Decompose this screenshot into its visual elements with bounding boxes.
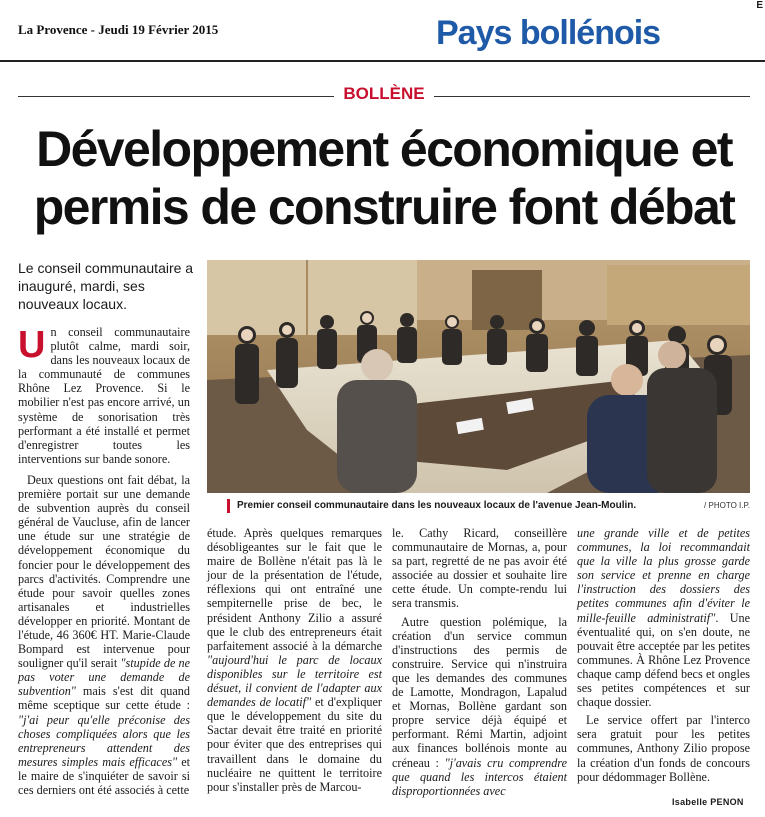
paragraph-text: n conseil communautaire plutôt calme, mardi soir, dans les nouveaux locaux de la communauté de communes Rhône Lez Provence. Si le mobilier n'est pas encore arrivé, un système de sonorisation très performant a été installé et permet d'enregistrer toutes les interventions sur bande sonore. (18, 325, 190, 466)
paragraph: le. Cathy Ricard, conseillère communautaire de Mornas, a, pour sa part, regretté de ne pas avoir été associée au dossier et souhaite lire cette étude. Un compte-rendu lui sera transmis. (392, 526, 567, 611)
paragraph-text: Deux questions ont fait débat, la première portait sur une demande de subvention auprès du conseil général de Vaucluse, afin de lancer une étude sur une stratégie de développement économique du foncier pour le développement des parcs d'activités. Comprendre une étude pour savoir quelles zones artisanales et industrielles développer en priorité. Montant de l'étude, 46 360€ HT. Marie-Claude Bompard est intervenue pour souligner qu'il serait (18, 472, 190, 671)
news-photo (207, 260, 750, 493)
quote: "stupide de ne pas voter une demande de subvention" (18, 656, 191, 699)
lede: Le conseil communautaire a inauguré, mardi, ses nouveaux locaux. (18, 260, 194, 312)
caption-text: Premier conseil communautaire dans les nouveaux locaux de l'avenue Jean-Moulin. (237, 500, 637, 511)
meeting-photo-illustration (207, 260, 750, 493)
paragraph (18, 325, 190, 466)
corner-mark: E (756, 0, 763, 11)
paragraph-text: et d'expliquer que le développement du site du Sactar devait être traité en priorité pour éviter que des entreprises qui travaillent dans le domaine du nucléaire ne quittent le territoire pour s'installer près de Marcou- (207, 695, 382, 794)
section-tag: BOLLÈNE (343, 84, 425, 103)
top-rule (0, 60, 765, 62)
headline (14, 120, 754, 236)
paragraph-text: mais s'est dit quand même sceptique sur cette étude : (18, 684, 190, 713)
column-2 (207, 526, 382, 794)
paragraph (207, 526, 382, 794)
column-4 (577, 526, 750, 784)
paragraph-text: . Une éventualité qui, on s'en doute, ne pouvait être acceptée par les petites communes. À Rhône Lez Provence chaque camp défend becs et ongles ses petites compétences et sur chaque dossier. (577, 610, 750, 710)
quote: "j'ai peur qu'elle préconise des choses compliquées alors que les entrepreneurs attendent des mesures simples mais efficaces" (18, 712, 190, 769)
section-rule-right (434, 96, 750, 97)
caption-marker (227, 499, 230, 513)
headline-line-1: Développement économique et (36, 121, 732, 177)
paragraph (392, 615, 567, 798)
column-1 (18, 325, 190, 797)
quote: "aujourd'hui le parc de locaux disponibles sur le territoire est désuet, il convient de l'adapter aux demandes de locatif" (207, 652, 382, 710)
photo-credit: / PHOTO I.P. (704, 501, 750, 510)
headline-line-2: permis de construire font débat (33, 179, 735, 235)
quote: une grande ville et de petites communes, la loi recommandait que la ville la plus grosse garde son service et prenne en charge l'instruction des dossiers des petites communes afin d'éviter le mille-feuille administratif" (577, 526, 750, 625)
quote: "j'avais cru comprendre que quand les intercos étaient disproportionnées avec (392, 755, 567, 798)
section-rule-left (18, 96, 334, 97)
paragraph-text: et le maire de s'inquiéter de savoir si ces derniers ont été associés à cette (18, 754, 190, 797)
paragraph-text: étude. Après quelques remarques désobligeantes sur le fait que le maire de Bollène n'était pas là le jour de la présentation de l'étude, réflexions qui ont entraîné une sempiternelle prise de bec, le président Anthony Zilio a assuré que le club des entrepreneurs était parfaitement associé à la démarche (207, 526, 382, 653)
masthead-date: La Provence - Jeudi 19 Février 2015 (18, 22, 219, 37)
paragraph: Le service offert par l'interco sera gratuit pour les petites communes, Anthony Zilio propose la création d'un fonds de concours pour dédommager Bollène. (577, 713, 750, 784)
paragraph-text: Autre question polémique, la création d'un service commun d'instructions des permis de construire. Service qui n'instruira que les demandes des communes de Lamotte, Mondragon, Lapalud et Mornas, Bollène gardant son propre service déjà équipé et performant. Rémi Martin, adjoint aux finances bollénois monte au créneau : (392, 614, 567, 770)
byline: Isabelle PENON (672, 797, 744, 807)
photo-caption (209, 499, 750, 515)
drop-cap: U (18, 324, 46, 366)
paragraph (18, 473, 190, 797)
column-3 (392, 526, 567, 798)
masthead-section-title: Pays bollénois (436, 14, 661, 52)
paragraph (577, 526, 750, 709)
